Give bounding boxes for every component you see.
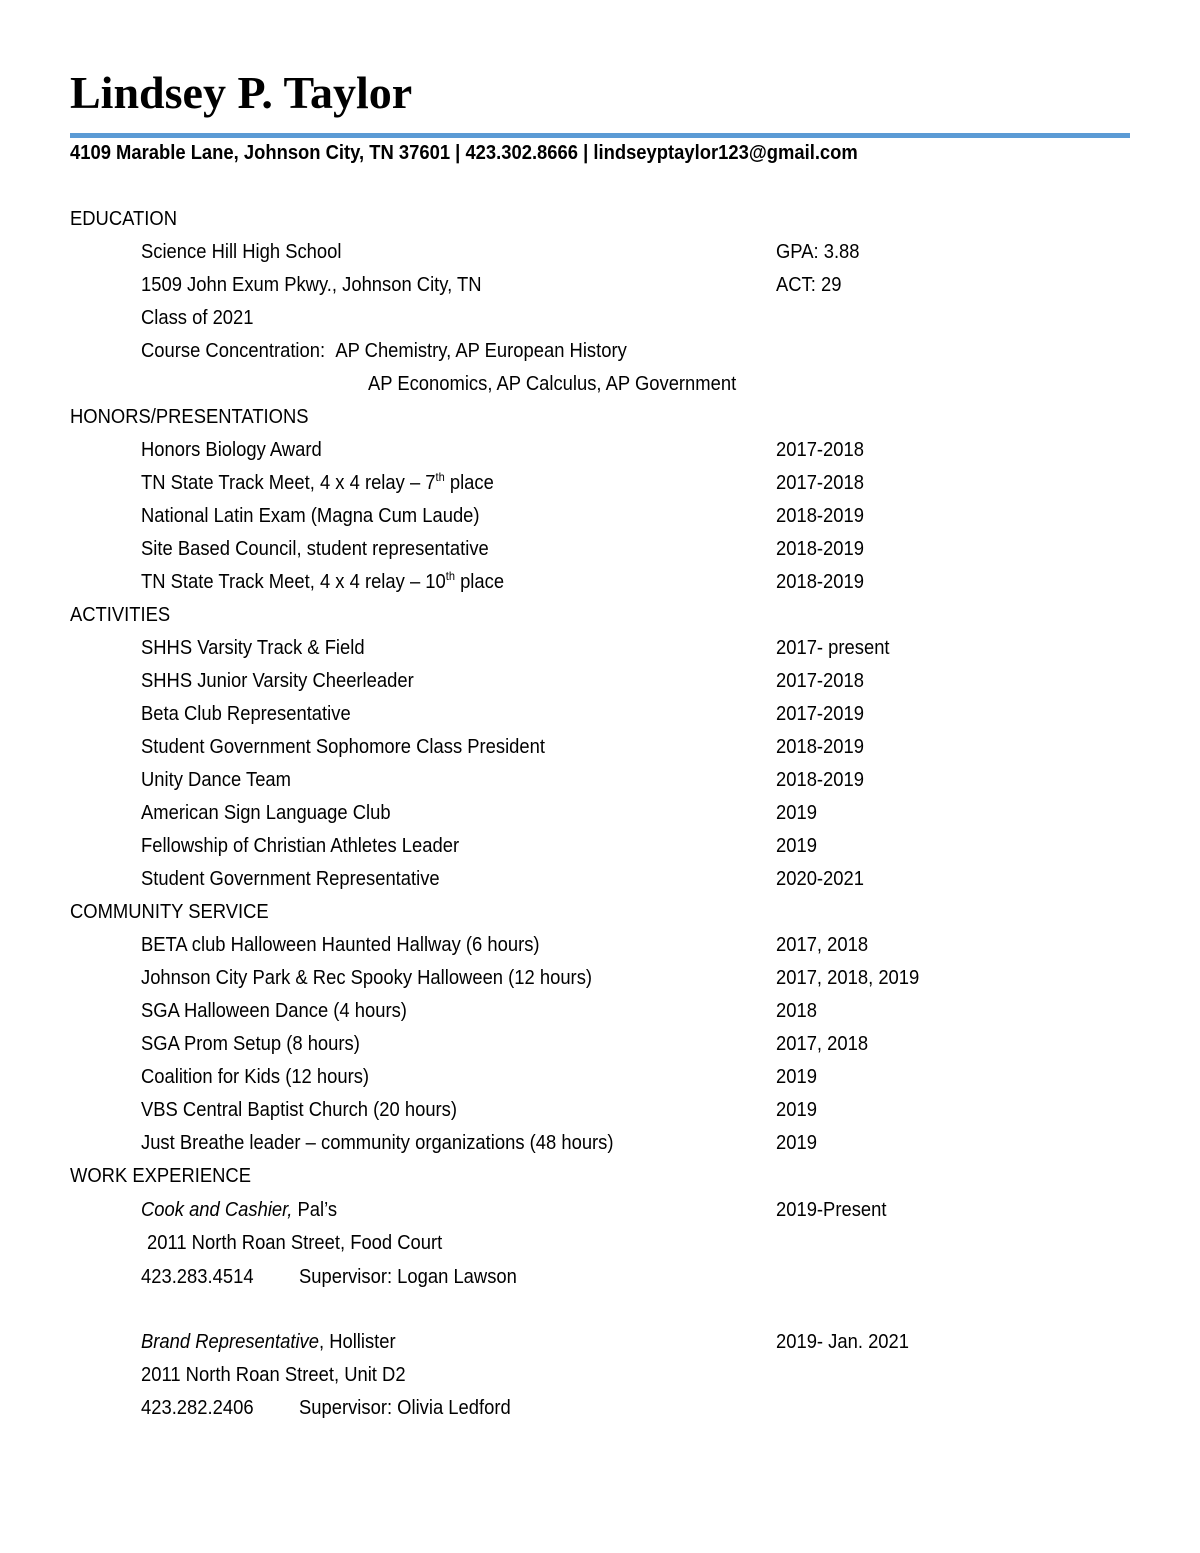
service-year: 2017, 2018 (776, 934, 869, 956)
activity-item: Student Government Representative (141, 868, 440, 890)
concentration-courses-continued: AP Economics, AP Calculus, AP Government (368, 373, 737, 395)
service-year: 2018 (776, 1000, 817, 1022)
service-year: 2019 (776, 1066, 817, 1088)
service-item: BETA club Halloween Haunted Hallway (6 hours) (141, 934, 540, 956)
job-dates: 2019- Jan. 2021 (776, 1331, 909, 1353)
school-address: 1509 John Exum Pkwy., Johnson City, TN (141, 274, 482, 296)
honor-title-end: place (444, 472, 494, 494)
job-address: 2011 North Roan Street, Unit D2 (141, 1364, 406, 1386)
service-item: SGA Prom Setup (8 hours) (141, 1033, 360, 1055)
header-rule (70, 133, 1130, 138)
community-service-heading: COMMUNITY SERVICE (70, 901, 269, 923)
job-title (141, 1194, 337, 1227)
job-employer: , Hollister (318, 1331, 396, 1353)
ordinal-suffix: th (435, 470, 445, 484)
concentration-label: Course Concentration: (141, 340, 326, 362)
honor-year: 2018-2019 (776, 538, 865, 560)
honor-title: TN State Track Meet, 4 x 4 relay – 7 (141, 472, 436, 494)
job-employer: Pal’s (292, 1199, 338, 1221)
service-item: VBS Central Baptist Church (20 hours) (141, 1099, 458, 1121)
activity-item: American Sign Language Club (141, 802, 391, 824)
honor-year: 2017-2018 (776, 439, 865, 461)
honor-item: Honors Biology Award (141, 439, 322, 461)
honor-item: Site Based Council, student representative (141, 538, 489, 560)
activity-year: 2020-2021 (776, 868, 865, 890)
service-item: Coalition for Kids (12 hours) (141, 1066, 370, 1088)
activity-year: 2018-2019 (776, 736, 865, 758)
activity-item: Beta Club Representative (141, 703, 351, 725)
job-dates: 2019-Present (776, 1199, 887, 1221)
activity-year: 2017-2019 (776, 703, 865, 725)
school-name: Science Hill High School (141, 241, 342, 263)
service-item: Johnson City Park & Rec Spooky Halloween (12 hours) (141, 967, 593, 989)
activity-year: 2018-2019 (776, 769, 865, 791)
job-role: Brand Representative (141, 1331, 319, 1353)
job-address: 2011 North Roan Street, Food Court (147, 1232, 443, 1254)
honor-title-end: place (454, 571, 505, 593)
service-year: 2017, 2018, 2019 (776, 967, 920, 989)
activity-year: 2019 (776, 802, 817, 824)
activity-item: SHHS Varsity Track & Field (141, 637, 365, 659)
course-concentration (141, 335, 627, 368)
honor-item (141, 467, 494, 500)
contact-line: 4109 Marable Lane, Johnson City, TN 37601 | 423.302.8666 | lindseyptaylor123@gmail.com (70, 142, 858, 164)
honor-item (141, 566, 504, 599)
activity-item: Unity Dance Team (141, 769, 292, 791)
service-item: Just Breathe leader – community organizations (48 hours) (141, 1132, 614, 1154)
activities-heading: ACTIVITIES (70, 604, 171, 626)
activity-item: Student Government Sophomore Class President (141, 736, 545, 758)
honor-item: National Latin Exam (Magna Cum Laude) (141, 505, 480, 527)
act-score: ACT: 29 (776, 274, 842, 296)
service-year: 2019 (776, 1132, 817, 1154)
job-phone: 423.282.2406 (141, 1397, 254, 1419)
honors-heading: HONORS/PRESENTATIONS (70, 406, 309, 428)
honor-title: TN State Track Meet, 4 x 4 relay – 10 (141, 571, 446, 593)
activity-year: 2019 (776, 835, 817, 857)
service-year: 2019 (776, 1099, 817, 1121)
job-supervisor: Supervisor: Olivia Ledford (299, 1397, 511, 1419)
service-item: SGA Halloween Dance (4 hours) (141, 1000, 407, 1022)
gpa: GPA: 3.88 (776, 241, 860, 263)
work-experience-heading: WORK EXPERIENCE (70, 1165, 251, 1187)
activity-item: Fellowship of Christian Athletes Leader (141, 835, 460, 857)
honor-year: 2017-2018 (776, 472, 865, 494)
activity-item: SHHS Junior Varsity Cheerleader (141, 670, 414, 692)
service-year: 2017, 2018 (776, 1033, 869, 1055)
education-heading: EDUCATION (70, 208, 178, 230)
honor-year: 2018-2019 (776, 571, 865, 593)
honor-year: 2018-2019 (776, 505, 865, 527)
activity-year: 2017- present (776, 637, 890, 659)
graduation-class: Class of 2021 (141, 307, 254, 329)
concentration-courses: AP Chemistry, AP European History (335, 340, 627, 362)
job-phone: 423.283.4514 (141, 1266, 254, 1288)
ordinal-suffix: th (445, 569, 455, 583)
job-title (141, 1326, 396, 1359)
job-role: Cook and Cashier, (141, 1199, 293, 1221)
activity-year: 2017-2018 (776, 670, 865, 692)
job-supervisor: Supervisor: Logan Lawson (299, 1266, 517, 1288)
resume-name: Lindsey P. Taylor (70, 67, 413, 118)
